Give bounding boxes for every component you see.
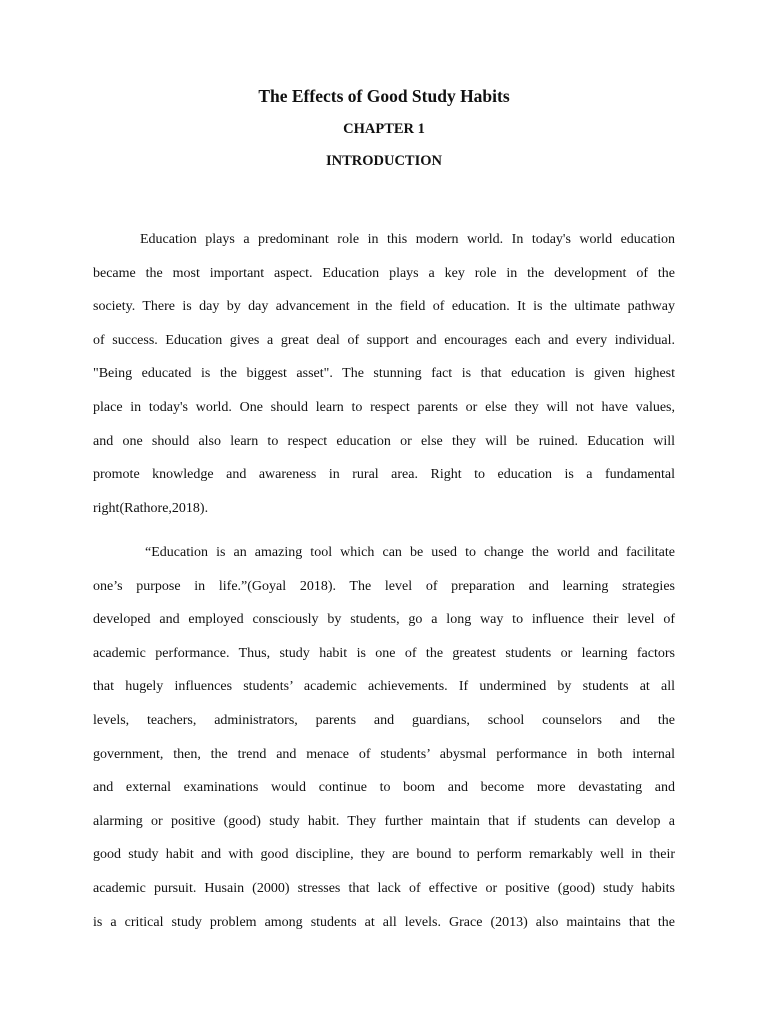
- document-title: The Effects of Good Study Habits: [258, 86, 510, 106]
- paragraph-line: of success. Education gives a great deal of support and encourages each and every individual.: [93, 332, 675, 348]
- paragraph-line: "Being educated is the biggest asset". The stunning fact is that education is given highest: [93, 366, 675, 382]
- paragraph-line: Education plays a predominant role in this modern world. In today's world education: [140, 232, 675, 247]
- paragraph-1: [93, 223, 675, 525]
- paragraph-line: place in today's world. One should learn to respect parents or else they will not have values,: [93, 399, 675, 415]
- paragraph-line: government, then, the trend and menace of students’ abysmal performance in both internal: [93, 746, 675, 762]
- paragraph-line: that hugely influences students’ academic achievements. If undermined by students at all: [93, 679, 675, 695]
- paragraph-line: society. There is day by day advancement in the field of education. It is the ultimate pathway: [93, 299, 675, 315]
- paragraph-line: is a critical study problem among students at all levels. Grace (2013) also maintains that the: [93, 914, 675, 930]
- paragraph-line: academic pursuit. Husain (2000) stresses that lack of effective or positive (good) study habits: [93, 880, 675, 896]
- paragraph-2: [93, 536, 675, 939]
- paragraph-line: became the most important aspect. Education plays a key role in the development of the: [93, 265, 675, 281]
- paragraph-line: “Education is an amazing tool which can be used to change the world and facilitate: [145, 545, 675, 560]
- paragraph-line: one’s purpose in life.”(Goyal 2018). The level of preparation and learning strategies: [93, 578, 675, 594]
- section-heading: INTRODUCTION: [325, 153, 442, 169]
- paragraph-line: and external examinations would continue to boom and become more devastating and: [93, 780, 675, 796]
- paragraph-line: alarming or positive (good) study habit. They further maintain that if students can develop a: [93, 813, 675, 829]
- paragraph-line: developed and employed consciously by students, go a long way to influence their level of: [93, 612, 675, 628]
- paragraph-line: right(Rathore,2018).: [93, 500, 209, 516]
- paragraph-line: good study habit and with good discipline, they are bound to perform remarkably well in their: [93, 847, 675, 863]
- paragraph-line: levels, teachers, administrators, parents and guardians, school counselors and the: [93, 712, 675, 728]
- paragraph-line: promote knowledge and awareness in rural area. Right to education is a fundamental: [93, 467, 675, 483]
- chapter-heading: CHAPTER 1: [343, 121, 425, 137]
- paragraph-line: and one should also learn to respect education or else they will be ruined. Education will: [93, 433, 675, 449]
- paragraph-line: academic performance. Thus, study habit is one of the greatest students or learning factors: [93, 645, 675, 661]
